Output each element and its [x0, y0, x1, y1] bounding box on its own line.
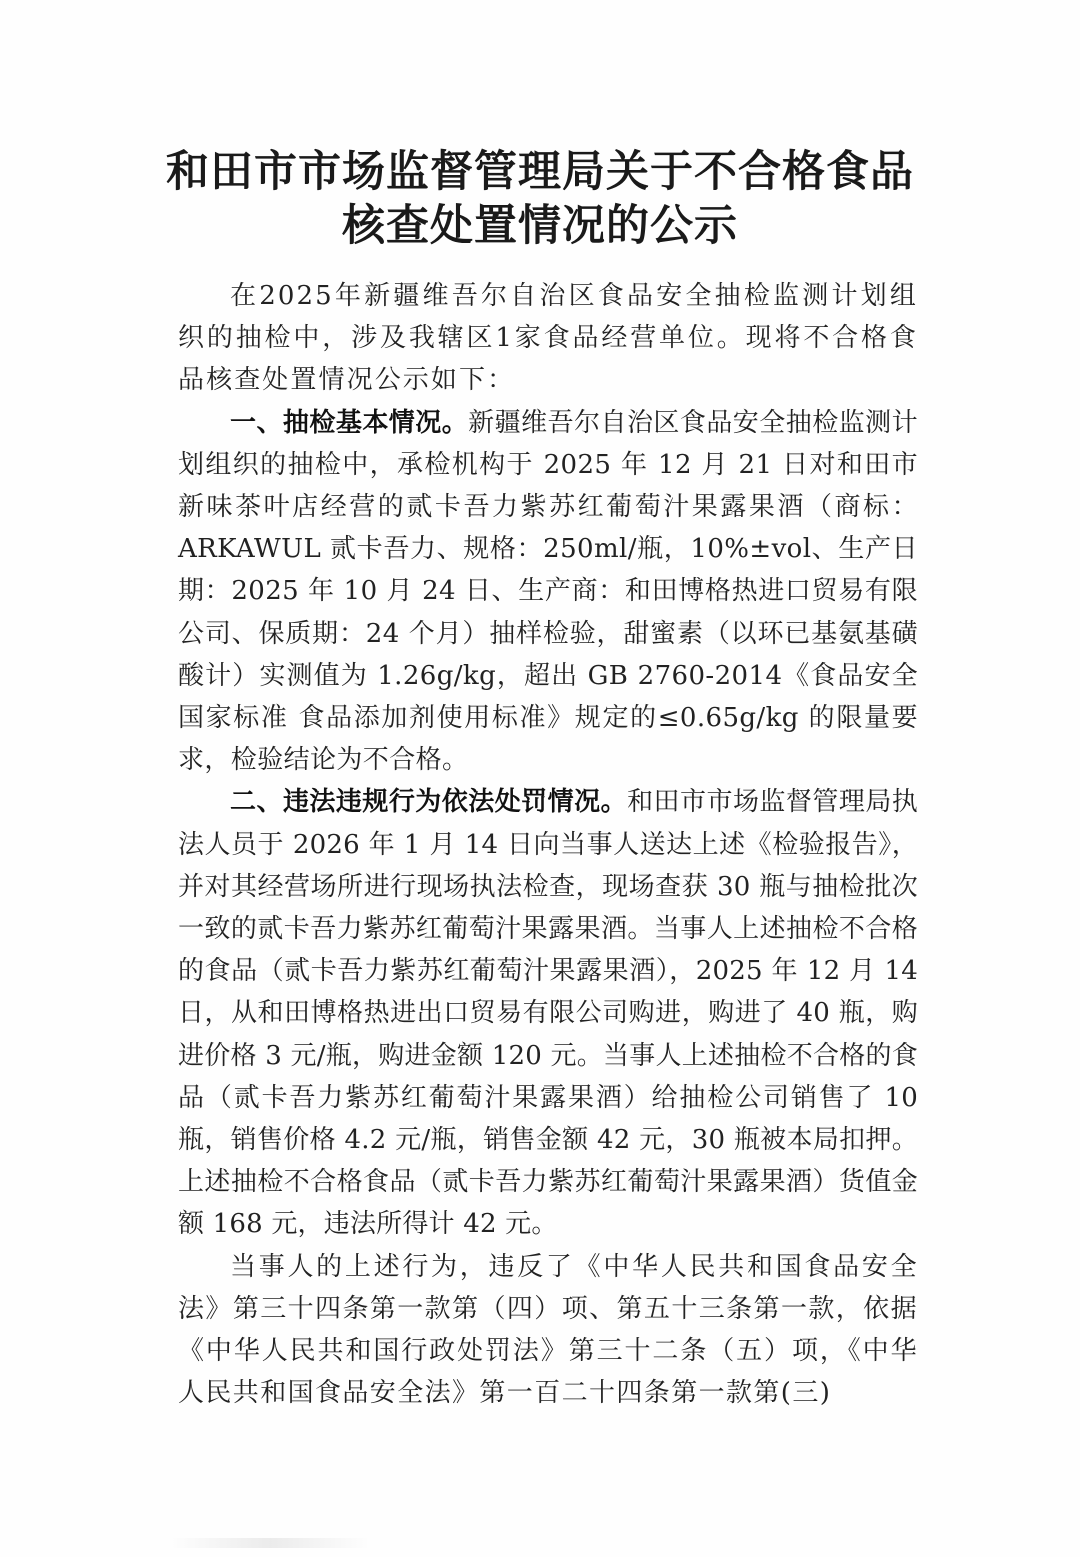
paragraph-violation: [178, 1246, 918, 1415]
paragraph-text: 当事人的上述行为，违反了《中华人民共和国食品安全法》第三十四条第一款第（四）项、第五十三条第一款，依据《中华人民共和国行政处罚法》第三十二条（五）项，《中华人民共和国食品安全法》第一百二十四条第一款第(三): [178, 1251, 918, 1409]
paragraph-section-1: [178, 402, 918, 782]
paragraph-text: 新疆维吾尔自治区食品安全抽检监测计划组织的抽检中，承检机构于 2025 年 12 月 21 日对和田市新味茶叶店经营的贰卡吾力紫苏红葡萄汁果露果酒（商标：ARKAWUL 贰卡吾力、规格：250ml/瓶，10%±vol、生产日期：2025 年 10 月 24 日、生产商：和田博格热进口贸易有限公司、保质期：24 个月）抽样检验，甜蜜素（以环已基氨基磺酸计）实测值为 1.26g/kg，超出 GB 2760-2014《食品安全国家标准 食品添加剂使用标准》规定的≤0.65g/kg 的限量要求，检验结论为不合格。: [178, 407, 918, 776]
paragraph-text: 在2025年新疆维吾尔自治区食品安全抽检监测计划组织的抽检中，涉及我辖区1家食品经营单位。现将不合格食品核查处置情况公示如下：: [178, 281, 918, 396]
document-body: [178, 275, 918, 1414]
paragraph-section-2: [178, 781, 918, 1245]
document-title-line-1: 和田市市场监督管理局关于不合格食品: [166, 147, 914, 197]
paragraph-text: 和田市市场监督管理局执法人员于 2026 年 1 月 14 日向当事人送达上述《检验报告》，并对其经营场所进行现场执法检查，现场查获 30 瓶与抽检批次一致的贰卡吾力紫苏红葡萄汁果露果酒。当事人上述抽检不合格的食品（贰卡吾力紫苏红葡萄汁果露果酒），2025 年 12 月 14 日，从和田博格热进出口贸易有限公司购进，购进了 40 瓶，购进价格 3 元/瓶，购进金额 120 元。当事人上述抽检不合格的食品（贰卡吾力紫苏红葡萄汁果露果酒）给抽检公司销售了 10 瓶，销售价格 4.2 元/瓶，销售金额 42 元，30 瓶被本局扣押。上述抽检不合格食品（贰卡吾力紫苏红葡萄汁果露果酒）货值金额 168 元，违法所得计 42 元。: [178, 787, 918, 1240]
document-title-line-2: 核查处置情况的公示: [342, 201, 738, 251]
section-heading: 二、违法违规行为依法处罚情况。: [230, 787, 628, 818]
paragraph-intro: [178, 275, 918, 402]
section-heading: 一、抽检基本情况。: [230, 407, 469, 438]
page-edge-shadow: [170, 1538, 370, 1548]
